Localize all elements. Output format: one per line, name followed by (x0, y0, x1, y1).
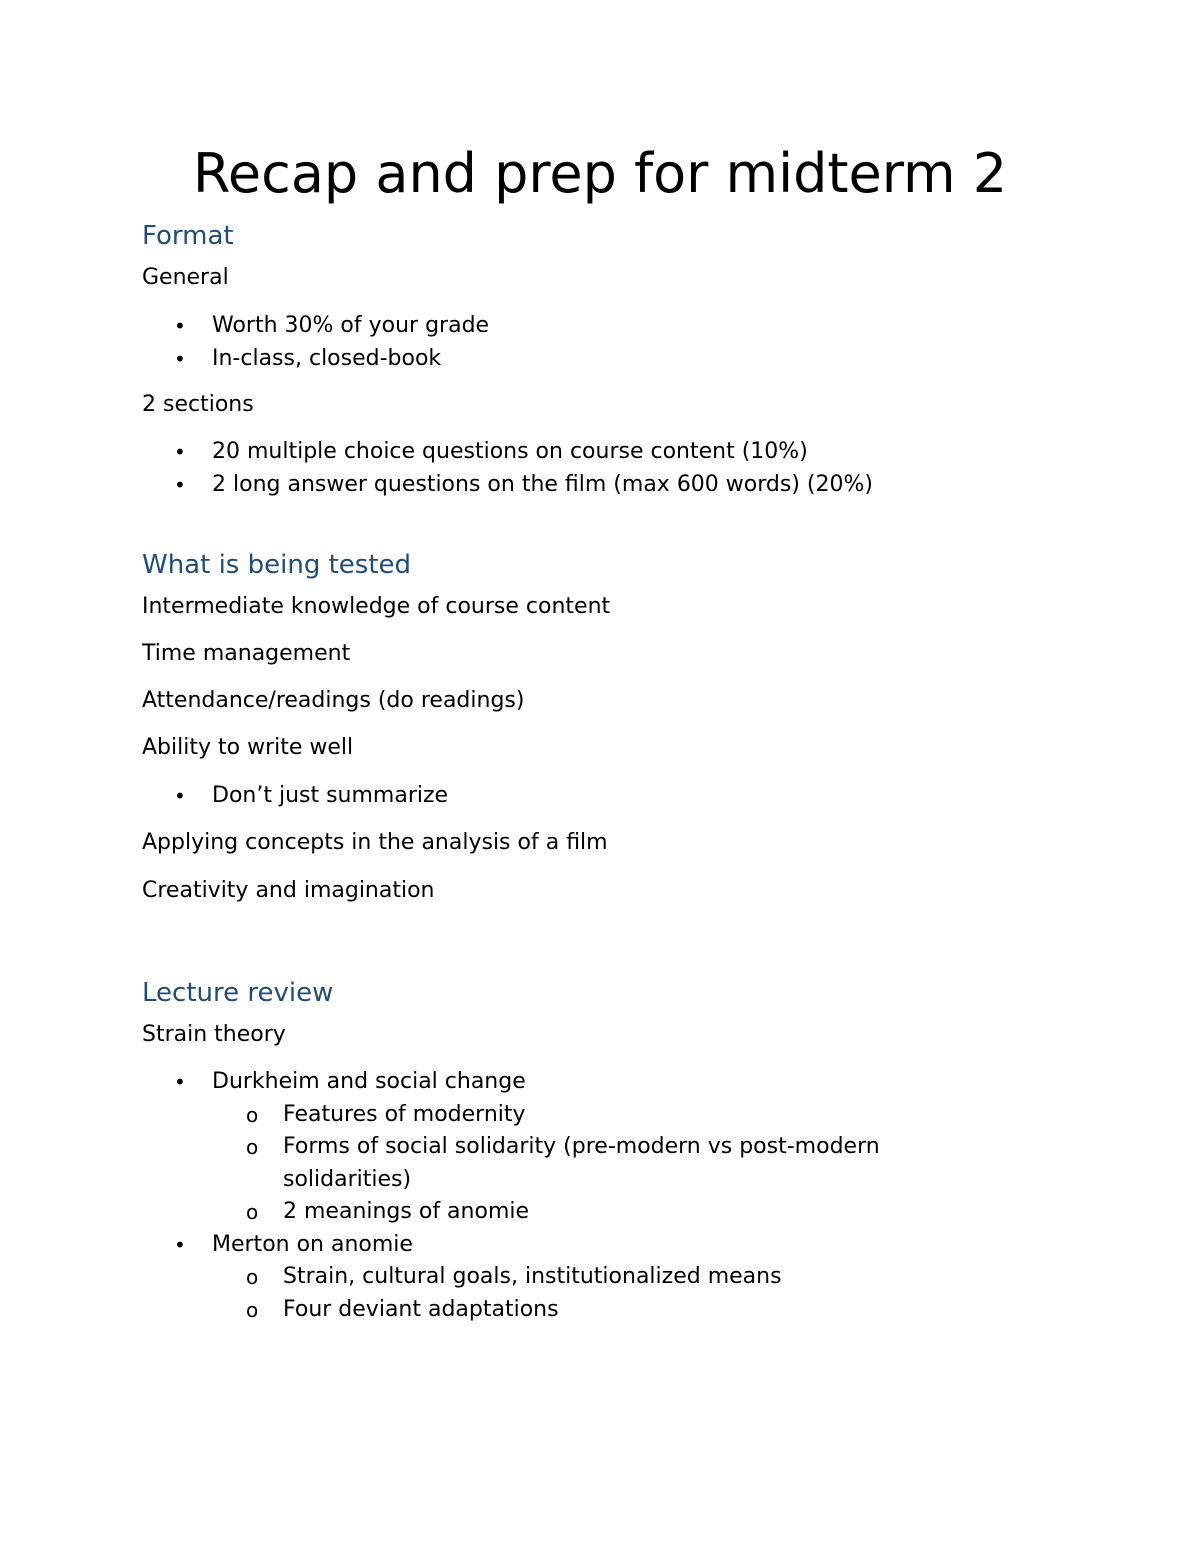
bullet-icon: • (174, 472, 186, 497)
circle-bullet-icon: o (246, 1200, 259, 1224)
list-item: • Durkheim and social change (142, 1066, 943, 1099)
bullet-icon: • (174, 440, 186, 464)
list-item: • Don’t just summarize (142, 780, 448, 813)
tested-line: Creativity and imagination (142, 878, 435, 903)
heading-what-is-tested: What is being tested (142, 550, 412, 580)
label-sections: 2 sections (142, 392, 254, 417)
tested-line: Time management (142, 641, 351, 666)
circle-bullet-icon: o (246, 1102, 259, 1127)
heading-format: Format (142, 221, 234, 251)
circle-bullet-icon: o (246, 1265, 259, 1289)
sub-list-item: o Strain, cultural goals, institutionalized means (142, 1261, 943, 1294)
bullet-icon: • (174, 1232, 186, 1257)
sub-list-item: o 2 meanings of anomie (142, 1196, 943, 1229)
list-item: • 2 long answer questions on the film (max 600 words) (20%) (142, 469, 873, 502)
tested-line: Intermediate knowledge of course content (142, 594, 611, 619)
document-title: Recap and prep for midterm 2 (192, 142, 1008, 205)
bullet-icon: • (174, 784, 186, 808)
label-general: General (142, 265, 229, 290)
sections-list (142, 436, 873, 501)
list-item: • In-class, closed-book (142, 343, 489, 376)
general-list (142, 310, 489, 375)
sub-list-item: o Features of modernity (142, 1099, 943, 1132)
heading-lecture-review: Lecture review (142, 978, 334, 1008)
circle-bullet-icon: o (246, 1297, 259, 1322)
write-well-list (142, 780, 448, 813)
list-item: • Worth 30% of your grade (142, 310, 489, 343)
sub-list-item: o Four deviant adaptations (142, 1294, 943, 1327)
list-item: • Merton on anomie (142, 1229, 943, 1262)
bullet-icon: • (174, 314, 186, 338)
label-strain-theory: Strain theory (142, 1022, 286, 1047)
bullet-icon: • (174, 1070, 186, 1094)
bullet-icon: • (174, 346, 186, 371)
strain-theory-list (142, 1066, 943, 1326)
sub-list-item: o Forms of social solidarity (pre-modern vs post-modern solidarities) (142, 1131, 943, 1196)
list-item: • 20 multiple choice questions on course content (10%) (142, 436, 873, 469)
tested-line: Ability to write well (142, 735, 354, 760)
tested-line: Applying concepts in the analysis of a film (142, 830, 608, 855)
tested-line: Attendance/readings (do readings) (142, 688, 525, 713)
circle-bullet-icon: o (246, 1135, 259, 1159)
